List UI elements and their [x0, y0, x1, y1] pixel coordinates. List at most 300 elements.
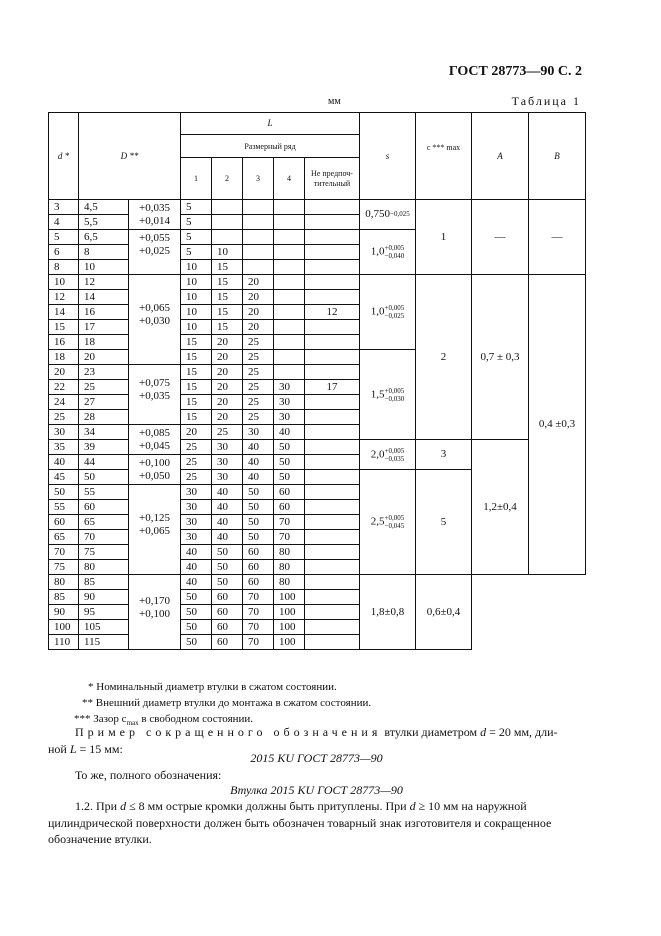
cell-L-series-3: [243, 260, 274, 275]
col-D-header: D **: [79, 113, 181, 200]
cell-L-nonpreferred: [305, 575, 360, 590]
cell-L-nonpreferred: [305, 620, 360, 635]
cell-s: [360, 200, 416, 230]
cell-L-series-2: 20: [212, 335, 243, 350]
cell-L-series-4: 100: [274, 590, 305, 605]
cell-L-series-3: [243, 245, 274, 260]
cell-D: 44: [79, 455, 129, 470]
tolerance-lower: +0,030: [139, 315, 170, 327]
cell-d: 3: [49, 200, 79, 215]
cell-B: 0,4 ±0,3: [529, 275, 586, 575]
clause-1-2-line-2: цилиндрической поверхности должен быть обозначен товарный знак изготовителя и сокращенное: [48, 816, 552, 830]
cell-L-series-2: 20: [212, 395, 243, 410]
cell-L-nonpreferred: [305, 635, 360, 650]
cell-D: 115: [79, 635, 129, 650]
cell-L-nonpreferred: [305, 365, 360, 380]
cell-L-nonpreferred: [305, 455, 360, 470]
cell-B: 0,6±0,4: [416, 575, 472, 650]
series-4-header: 4: [274, 158, 305, 200]
cell-d: 85: [49, 590, 79, 605]
cell-L-series-1: 25: [181, 440, 212, 455]
cell-L-series-4: 70: [274, 515, 305, 530]
cell-L-series-1: 25: [181, 470, 212, 485]
cell-d: 20: [49, 365, 79, 380]
cell-D: 4,5: [79, 200, 129, 215]
cell-L-series-2: [212, 200, 243, 215]
cell-s: [360, 275, 416, 350]
cell-L-series-2: 50: [212, 575, 243, 590]
s-dev-upper: +0,005: [384, 244, 405, 252]
cell-L-series-1: 15: [181, 380, 212, 395]
short-designation: 2015 KU ГОСТ 28773—90: [250, 751, 383, 765]
cell-L-series-2: 60: [212, 605, 243, 620]
cell-D-tolerance: [129, 230, 181, 275]
cell-L-series-3: 70: [243, 605, 274, 620]
cell-L-series-1: 15: [181, 410, 212, 425]
cell-L-series-3: 25: [243, 410, 274, 425]
series-2-header: 2: [212, 158, 243, 200]
cell-L-series-2: 40: [212, 530, 243, 545]
tolerance-lower: +0,025: [139, 245, 170, 257]
note-1: * Номинальный диаметр втулки в сжатом состоянии.: [88, 681, 337, 693]
s-deviation: [390, 210, 410, 218]
cell-L-series-4: 50: [274, 440, 305, 455]
cell-L-series-3: 50: [243, 515, 274, 530]
cell-D: 18: [79, 335, 129, 350]
cell-d: 65: [49, 530, 79, 545]
cell-D-tolerance: [129, 275, 181, 365]
cell-L-series-3: 25: [243, 395, 274, 410]
cell-d: 10: [49, 275, 79, 290]
series-1-header: 1: [181, 158, 212, 200]
cell-L-series-1: 40: [181, 545, 212, 560]
cell-L-series-3: [243, 215, 274, 230]
cell-L-series-1: 15: [181, 365, 212, 380]
cell-L-series-1: 15: [181, 335, 212, 350]
cell-D: 12: [79, 275, 129, 290]
cell-L-series-3: 50: [243, 500, 274, 515]
cell-L-series-3: 20: [243, 305, 274, 320]
cell-d: 4: [49, 215, 79, 230]
s-deviation: [385, 244, 405, 260]
cell-L-series-1: 5: [181, 215, 212, 230]
note-3: *** Зазор $c_{max}$ в свободном состоянии.: [74, 713, 254, 728]
cell-L-series-4: [274, 305, 305, 320]
cell-s: [360, 230, 416, 275]
col-c-header: c *** max: [416, 113, 472, 200]
s-dev-lower: −0,040: [384, 252, 405, 260]
cell-L-series-1: 30: [181, 515, 212, 530]
nonpreferred-header: Не предпоч-тительный: [305, 158, 360, 200]
cell-D: 90: [79, 590, 129, 605]
cell-L-series-3: 40: [243, 455, 274, 470]
cell-L-nonpreferred: [305, 290, 360, 305]
cell-L-series-2: 50: [212, 560, 243, 575]
clause-1-2-line-3: обозначение втулки.: [48, 832, 152, 846]
cell-L-series-2: 15: [212, 320, 243, 335]
cell-s: [360, 470, 416, 575]
cell-D: 39: [79, 440, 129, 455]
cell-B: —: [529, 200, 586, 275]
cell-D: 65: [79, 515, 129, 530]
cell-L-series-4: 100: [274, 635, 305, 650]
cell-d: 6: [49, 245, 79, 260]
cell-D-tolerance: [129, 575, 181, 650]
tolerance-upper: +0,055: [139, 232, 170, 244]
cell-L-series-2: [212, 215, 243, 230]
cell-L-series-3: 70: [243, 620, 274, 635]
cell-L-nonpreferred: [305, 230, 360, 245]
cell-d: 50: [49, 485, 79, 500]
cell-D: 14: [79, 290, 129, 305]
cell-L-series-1: 5: [181, 200, 212, 215]
full-designation: Втулка 2015 KU ГОСТ 28773—90: [230, 783, 403, 797]
cell-d: 14: [49, 305, 79, 320]
unit-label: мм: [328, 96, 341, 107]
cell-D-tolerance: [129, 425, 181, 455]
cell-L-series-4: 50: [274, 455, 305, 470]
s-base: 1,5: [370, 388, 385, 401]
cell-L-nonpreferred: [305, 215, 360, 230]
cell-s: [360, 440, 416, 470]
cell-D: 34: [79, 425, 129, 440]
dimensions-table: [48, 112, 586, 650]
cell-L-series-1: 10: [181, 320, 212, 335]
cell-L-series-1: 50: [181, 620, 212, 635]
col-d-header: d *: [49, 113, 79, 200]
s-base: 0,750: [365, 208, 391, 220]
cell-L-series-2: 30: [212, 455, 243, 470]
cell-D: 60: [79, 500, 129, 515]
cell-L-series-2: 15: [212, 290, 243, 305]
cell-L-series-4: 80: [274, 560, 305, 575]
cell-L-series-3: 20: [243, 320, 274, 335]
cell-D: 20: [79, 350, 129, 365]
cell-L-series-3: 60: [243, 575, 274, 590]
cell-D: 6,5: [79, 230, 129, 245]
full-designation-intro: То же, полного обозначения:: [75, 768, 222, 782]
cell-L-nonpreferred: [305, 320, 360, 335]
cell-L-series-1: 10: [181, 305, 212, 320]
cell-L-series-1: 10: [181, 290, 212, 305]
s-deviation: [385, 304, 405, 320]
cell-d: 30: [49, 425, 79, 440]
cell-L-nonpreferred: [305, 605, 360, 620]
cell-L-series-3: 70: [243, 590, 274, 605]
cell-D: 75: [79, 545, 129, 560]
tolerance-upper: +0,100: [139, 457, 170, 469]
cell-L-series-3: 25: [243, 350, 274, 365]
table-row: [49, 200, 586, 215]
cell-D: 23: [79, 365, 129, 380]
cell-L-series-3: [243, 200, 274, 215]
cell-D: 17: [79, 320, 129, 335]
cell-L-series-4: [274, 290, 305, 305]
cell-d: 15: [49, 320, 79, 335]
s-base: 2,0: [370, 448, 385, 461]
cell-L-series-4: [274, 245, 305, 260]
cell-L-series-1: 15: [181, 395, 212, 410]
tolerance-upper: +0,065: [139, 302, 170, 314]
cell-L-series-1: 40: [181, 560, 212, 575]
cell-L-nonpreferred: 17: [305, 380, 360, 395]
cell-c: 5: [416, 470, 472, 575]
cell-L-series-3: 50: [243, 485, 274, 500]
cell-L-series-2: 25: [212, 425, 243, 440]
cell-d: 90: [49, 605, 79, 620]
tolerance-upper: +0,085: [139, 427, 170, 439]
cell-L-nonpreferred: [305, 260, 360, 275]
cell-L-nonpreferred: [305, 410, 360, 425]
cell-d: 60: [49, 515, 79, 530]
cell-L-series-4: [274, 215, 305, 230]
s-dev-lower: −0,045: [384, 522, 405, 530]
cell-c: 1: [416, 200, 472, 275]
cell-d: 40: [49, 455, 79, 470]
cell-L-series-2: 30: [212, 470, 243, 485]
cell-L-nonpreferred: [305, 425, 360, 440]
cell-D: 80: [79, 560, 129, 575]
note-2: ** Внешний диаметр втулки до монтажа в сжатом состоянии.: [82, 697, 372, 709]
cell-L-series-1: 10: [181, 260, 212, 275]
cell-D: 105: [79, 620, 129, 635]
size-series-header: Размерный ряд: [181, 135, 360, 158]
cell-L-series-4: 30: [274, 395, 305, 410]
cell-L-series-3: 20: [243, 275, 274, 290]
cell-L-series-1: 30: [181, 485, 212, 500]
cell-L-series-4: 70: [274, 530, 305, 545]
cell-L-series-3: 40: [243, 470, 274, 485]
cell-A: 1,2±0,4: [472, 440, 529, 575]
cell-d: 35: [49, 440, 79, 455]
cell-D: 8: [79, 245, 129, 260]
cell-L-series-2: 15: [212, 260, 243, 275]
s-deviation: [385, 387, 405, 403]
cell-L-series-3: 60: [243, 560, 274, 575]
cell-L-series-2: 40: [212, 485, 243, 500]
s-dev-upper: +0,005: [384, 386, 405, 395]
cell-L-series-3: 25: [243, 365, 274, 380]
cell-d: 55: [49, 500, 79, 515]
cell-D-tolerance: [129, 485, 181, 575]
cell-L-series-1: 15: [181, 350, 212, 365]
cell-L-series-1: 50: [181, 635, 212, 650]
cell-L-nonpreferred: [305, 350, 360, 365]
clause-1-2: 1.2. При d ≤ 8 мм острые кромки должны быть притуплены. При d ≥ 10 мм на наружной: [75, 799, 527, 813]
cell-D: 10: [79, 260, 129, 275]
cell-L-nonpreferred: [305, 500, 360, 515]
cell-D: 85: [79, 575, 129, 590]
cell-L-series-4: 60: [274, 500, 305, 515]
cell-L-nonpreferred: [305, 590, 360, 605]
cell-D-tolerance: [129, 455, 181, 485]
cell-L-series-4: [274, 320, 305, 335]
cell-d: 75: [49, 560, 79, 575]
cell-D: 5,5: [79, 215, 129, 230]
cell-L-series-2: 10: [212, 245, 243, 260]
cell-L-series-3: 25: [243, 380, 274, 395]
cell-L-series-1: 20: [181, 425, 212, 440]
col-s-header: s: [360, 113, 416, 200]
cell-L-nonpreferred: [305, 470, 360, 485]
cell-L-nonpreferred: [305, 395, 360, 410]
cell-L-series-2: 20: [212, 380, 243, 395]
cell-L-nonpreferred: [305, 485, 360, 500]
tolerance-upper: +0,170: [139, 594, 170, 607]
cell-L-series-4: 30: [274, 380, 305, 395]
cell-c: 3: [416, 440, 472, 470]
cell-L-series-3: 50: [243, 530, 274, 545]
col-B-header: B: [529, 113, 586, 200]
cell-L-series-4: [274, 230, 305, 245]
cell-d: 8: [49, 260, 79, 275]
cell-L-nonpreferred: [305, 545, 360, 560]
cell-L-nonpreferred: [305, 275, 360, 290]
tolerance-upper: +0,035: [139, 202, 170, 214]
cell-d: 25: [49, 410, 79, 425]
cell-L-nonpreferred: [305, 335, 360, 350]
cell-L-nonpreferred: [305, 200, 360, 215]
cell-D: 70: [79, 530, 129, 545]
cell-L-series-4: 100: [274, 620, 305, 635]
s-base: 1,0: [370, 245, 385, 258]
cell-L-series-4: [274, 200, 305, 215]
cell-L-series-1: 5: [181, 230, 212, 245]
cell-L-series-4: 60: [274, 485, 305, 500]
cell-L-nonpreferred: 12: [305, 305, 360, 320]
s-dev-lower: −0,030: [384, 394, 405, 403]
cell-L-nonpreferred: [305, 245, 360, 260]
cell-L-series-3: 40: [243, 440, 274, 455]
tolerance-upper: +0,075: [139, 377, 170, 389]
page-header: ГОСТ 28773—90 С. 2: [448, 64, 582, 79]
cell-D: 50: [79, 470, 129, 485]
cell-d: 12: [49, 290, 79, 305]
cell-L-series-1: 50: [181, 605, 212, 620]
cell-L-series-2: 15: [212, 305, 243, 320]
cell-L-series-4: 40: [274, 425, 305, 440]
cell-L-series-3: [243, 230, 274, 245]
tolerance-upper: +0,125: [139, 512, 170, 524]
tolerance-lower: +0,045: [139, 440, 170, 452]
cell-D-tolerance: [129, 365, 181, 425]
cell-L-series-1: 5: [181, 245, 212, 260]
cell-D: 27: [79, 395, 129, 410]
tolerance-lower: +0,014: [139, 215, 170, 227]
cell-L-series-1: 25: [181, 455, 212, 470]
s-dev-lower: −0,025: [384, 312, 405, 320]
cell-L-series-1: 10: [181, 275, 212, 290]
cell-L-series-3: 20: [243, 290, 274, 305]
tolerance-lower: +0,065: [139, 525, 170, 537]
cell-A: —: [472, 200, 529, 275]
cell-d: 22: [49, 380, 79, 395]
s-dev-lower: −0,035: [384, 454, 405, 463]
cell-L-series-4: [274, 260, 305, 275]
cell-L-series-2: [212, 230, 243, 245]
cell-A: 0,7 ± 0,3: [472, 275, 529, 440]
cell-L-series-3: 70: [243, 635, 274, 650]
cell-L-series-3: 25: [243, 335, 274, 350]
s-dev-upper: +0,005: [384, 514, 405, 522]
cell-L-series-1: 30: [181, 530, 212, 545]
cell-L-series-4: 30: [274, 410, 305, 425]
cell-L-series-2: 60: [212, 620, 243, 635]
cell-L-series-4: [274, 350, 305, 365]
cell-d: 45: [49, 470, 79, 485]
cell-L-series-2: 20: [212, 350, 243, 365]
s-dev-lower: −0,025: [390, 210, 410, 219]
cell-L-series-3: 30: [243, 425, 274, 440]
cell-L-series-4: 80: [274, 575, 305, 590]
cell-L-series-2: 20: [212, 365, 243, 380]
s-deviation: [385, 447, 405, 463]
tolerance-lower: +0,100: [139, 607, 170, 620]
cell-L-series-4: 50: [274, 470, 305, 485]
cell-D: 25: [79, 380, 129, 395]
cell-L-series-3: 60: [243, 545, 274, 560]
table-row: [49, 275, 586, 290]
cell-L-nonpreferred: [305, 560, 360, 575]
s-dev-upper: +0,005: [384, 446, 405, 455]
tolerance-lower: +0,035: [139, 390, 170, 402]
tolerance-lower: +0,050: [139, 470, 170, 482]
cell-L-series-2: 20: [212, 410, 243, 425]
cell-L-series-4: [274, 335, 305, 350]
cell-L-series-4: [274, 275, 305, 290]
cell-D: 16: [79, 305, 129, 320]
table-row: [49, 575, 586, 590]
cell-d: 24: [49, 395, 79, 410]
cell-L-series-2: 50: [212, 545, 243, 560]
cell-s: [360, 350, 416, 440]
cell-L-series-1: 40: [181, 575, 212, 590]
cell-L-series-2: 60: [212, 635, 243, 650]
cell-A: 1,8±0,8: [360, 575, 416, 650]
cell-L-series-2: 40: [212, 515, 243, 530]
cell-c: 2: [416, 275, 472, 440]
cell-d: 18: [49, 350, 79, 365]
cell-L-series-4: [274, 365, 305, 380]
s-base: 1,0: [370, 305, 385, 318]
cell-d: 110: [49, 635, 79, 650]
cell-L-nonpreferred: [305, 515, 360, 530]
cell-L-nonpreferred: [305, 440, 360, 455]
cell-d: 70: [49, 545, 79, 560]
s-deviation: [385, 514, 405, 530]
cell-L-series-2: 60: [212, 590, 243, 605]
cell-L-series-4: 80: [274, 545, 305, 560]
table-title: Таблица 1: [511, 94, 581, 108]
cell-D-tolerance: [129, 200, 181, 230]
series-3-header: 3: [243, 158, 274, 200]
cell-L-series-2: 30: [212, 440, 243, 455]
col-A-header: A: [472, 113, 529, 200]
cell-D: 28: [79, 410, 129, 425]
cell-L-nonpreferred: [305, 530, 360, 545]
cell-L-series-1: 50: [181, 590, 212, 605]
col-L-header: L: [181, 113, 360, 135]
cell-L-series-4: 100: [274, 605, 305, 620]
cell-D: 95: [79, 605, 129, 620]
example-line-2: ной L = 15 мм:: [48, 742, 123, 756]
cell-L-series-2: 40: [212, 500, 243, 515]
cell-d: 16: [49, 335, 79, 350]
cell-D: 55: [79, 485, 129, 500]
s-dev-upper: +0,005: [384, 304, 405, 312]
example-paragraph: Пример сокращенного обозначения втулки диаметром d = 20 мм, дли-: [75, 725, 558, 739]
cell-L-series-1: 30: [181, 500, 212, 515]
